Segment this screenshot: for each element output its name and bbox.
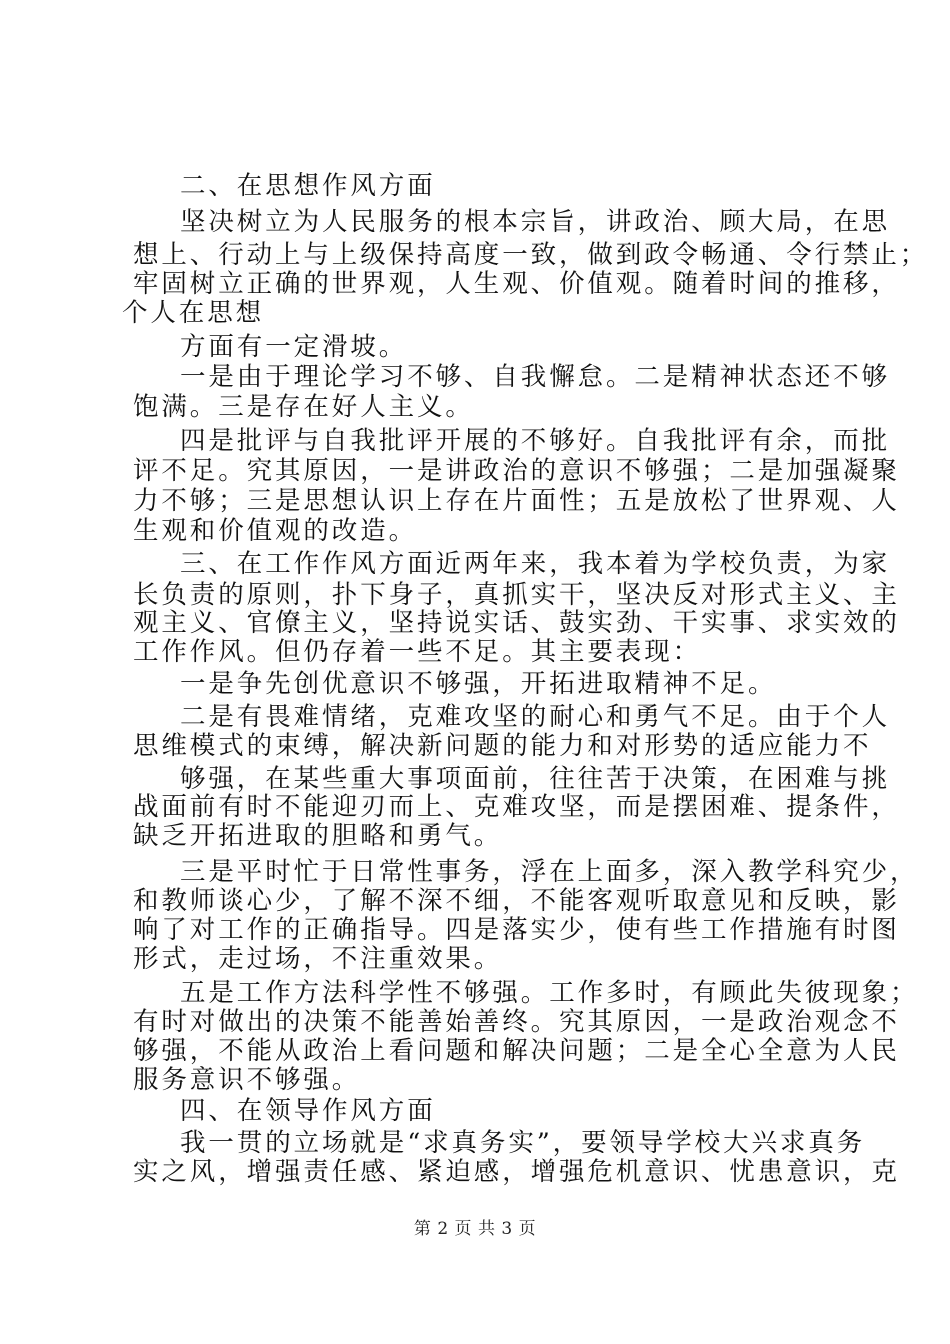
text-line: 五是工作方法科学性不够强。工作多时，有顾此失彼现象；	[180, 978, 919, 1008]
text-line: 形式，走过场，不注重效果。	[133, 944, 503, 974]
text-line: 个人在思想	[122, 298, 265, 328]
text-line: 思维模式的束缚，解决新问题的能力和对形势的适应能力不	[133, 731, 872, 761]
text-line: 牢固树立正确的世界观，人生观、价值观。随着时间的推移，	[133, 269, 900, 299]
text-line: 实之风，增强责任感、紧迫感，增强危机意识、忧患意识，克	[133, 1157, 900, 1187]
text-line: 想上、行动上与上级保持高度一致，做到政令畅通、令行禁止；	[133, 240, 929, 270]
text-line: 一是争先创优意识不够强，开拓进取精神不足。	[180, 669, 777, 699]
text-line: 我一贯的立场就是“求真务实”，要领导学校大兴求真务	[180, 1128, 866, 1158]
text-line: 有时对做出的决策不能善始善终。究其原因，一是政治观念不	[133, 1007, 900, 1037]
section-heading: 三、在工作作风方面近两年来，我本着为学校负责，为家	[180, 549, 891, 579]
text-line: 和教师谈心少，了解不深不细，不能客观听取意见和反映，影	[133, 886, 900, 916]
text-line: 战面前有时不能迎刃而上、克难攻坚，而是摆困难、提条件，	[133, 792, 900, 822]
text-line: 响了对工作的正确指导。四是落实少，使有些工作措施有时图	[133, 915, 900, 945]
text-line: 力不够；三是思想认识上存在片面性；五是放松了世界观、人	[133, 486, 900, 516]
text-line: 二是有畏难情绪，克难攻坚的耐心和勇气不足。由于个人	[180, 702, 891, 732]
text-line: 一是由于理论学习不够、自我懈怠。二是精神状态还不够	[180, 362, 891, 392]
section-heading: 四、在领导作风方面	[180, 1096, 436, 1126]
text-line: 四是批评与自我批评开展的不够好。自我批评有余，而批	[180, 426, 891, 456]
section-heading: 二、在思想作风方面	[180, 171, 436, 201]
text-line: 缺乏开拓进取的胆略和勇气。	[133, 821, 503, 851]
text-line: 观主义、官僚主义，坚持说实话、鼓实劲、干实事、求实效的	[133, 608, 900, 638]
text-line: 够强，不能从政治上看问题和解决问题；二是全心全意为人民	[133, 1036, 900, 1066]
text-line: 够强，在某些重大事项面前，往往苦于决策，在困难与挑	[180, 764, 891, 794]
page-number-footer: 第 2 页 共 3 页	[413, 1219, 537, 1239]
text-line: 坚决树立为人民服务的根本宗旨，讲政治、顾大局，在思	[180, 207, 891, 237]
text-line: 饱满。三是存在好人主义。	[133, 392, 474, 422]
text-line: 评不足。究其原因，一是讲政治的意识不够强；二是加强凝聚	[133, 456, 900, 486]
text-line: 三是平时忙于日常性事务，浮在上面多，深入教学科究少，	[180, 857, 919, 887]
text-line: 服务意识不够强。	[133, 1065, 361, 1095]
text-line: 方面有一定滑坡。	[180, 332, 408, 362]
text-line: 长负责的原则，扑下身子，真抓实干，坚决反对形式主义、主	[133, 580, 900, 610]
text-line: 生观和价值观的改造。	[133, 516, 418, 546]
text-line: 工作作风。但仍存着一些不足。其主要表现：	[133, 637, 702, 667]
